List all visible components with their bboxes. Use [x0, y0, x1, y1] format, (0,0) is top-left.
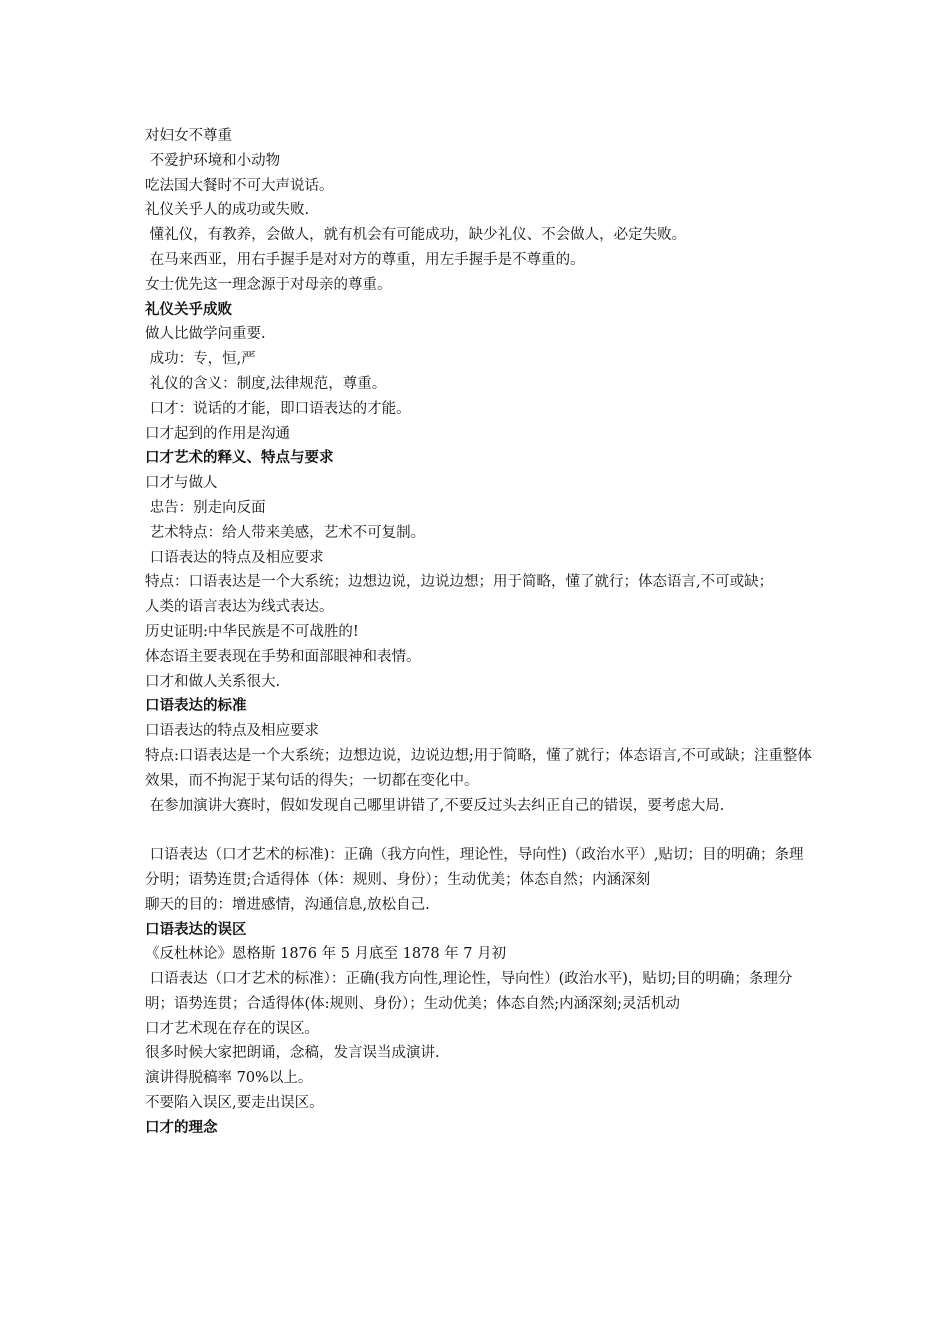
text-line: 做人比做学问重要. [145, 326, 266, 343]
text-line: 成功：专，恒,严 [145, 351, 256, 368]
section-heading: 礼仪关乎成败 [145, 301, 232, 318]
section-heading: 口才艺术的释义、特点与要求 [145, 450, 334, 467]
blank-line [145, 818, 813, 843]
text-line: 吃法国大餐时不可大声说话。 [145, 177, 334, 194]
text-line: 口才：说话的才能，即口语表达的才能。 [145, 400, 411, 417]
document-body [145, 124, 813, 1141]
text-line: 《反杜林论》恩格斯 1876 年 5 月底至 1878 年 7 月初 [145, 946, 507, 963]
text-line: 演讲得脱稿率 70%以上。 [145, 1070, 313, 1087]
text-line: 口才艺术现在存在的误区。 [145, 1020, 319, 1037]
text-line: 口才和做人关系很大. [145, 673, 281, 690]
text-line: 口语表达（口才艺术的标准）：正确(我方向性,理论性，导向性）(政治水平)，贴切;目的明确；条理分明；语势连贯；合适得体(体:规则、身份）；生动优美；体态自然;内涵深刻;灵活机动 [145, 971, 793, 1012]
section-heading: 口语表达的误区 [145, 921, 247, 938]
text-line: 特点：口语表达是一个大系统；边想边说，边说边想；用于简略，懂了就行；体态语言,不可或缺； [145, 574, 774, 591]
text-line: 聊天的目的：增进感情，沟通信息,放松自己. [145, 896, 430, 913]
text-line: 口才起到的作用是沟通 [145, 425, 290, 442]
text-line: 特点:口语表达是一个大系统；边想边说，边说边想;用于简略，懂了就行；体态语言,不可或缺；注重整体效果，而不拘泥于某句话的得失；一切都在变化中。 [145, 747, 812, 789]
text-line: 女士优先这一理念源于对母亲的尊重。 [145, 276, 392, 293]
text-line: 不要陷入误区,要走出误区。 [145, 1095, 324, 1112]
text-line: 在参加演讲大赛时，假如发现自己哪里讲错了,不要反过头去纠正自己的错误，要考虑大局. [145, 797, 725, 814]
text-line: 口语表达（口才艺术的标准)：正确（我方向性，理论性，导向性)（政治水平）,贴切；目的明确；条理分明；语势连贯;合适得体（体：规则、身份）；生动优美；体态自然；内涵深刻 [145, 847, 804, 888]
text-line: 忠告：别走向反面 [145, 499, 266, 516]
text-line: 懂礼仪，有教养，会做人，就有机会有可能成功，缺少礼仪、不会做人，必定失败。 [145, 227, 687, 244]
text-line: 历史证明:中华民族是不可战胜的! [145, 623, 359, 640]
text-line: 对妇女不尊重 [145, 128, 232, 144]
text-line: 口语表达的特点及相应要求 [145, 723, 319, 740]
text-line: 艺术特点：给人带来美感，艺术不可复制。 [145, 524, 426, 541]
section-heading: 口才的理念 [145, 1119, 218, 1136]
text-line: 口才与做人 [145, 475, 218, 492]
text-line: 不爱护环境和小动物 [145, 152, 281, 169]
text-line: 体态语主要表现在手势和面部眼神和表情。 [145, 648, 421, 665]
text-line: 礼仪关乎人的成功或失败. [145, 202, 310, 219]
text-line: 人类的语言表达为线式表达。 [145, 599, 334, 616]
section-heading: 口语表达的标准 [145, 698, 247, 715]
text-line: 口语表达的特点及相应要求 [145, 549, 324, 566]
text-line: 礼仪的含义：制度,法律规范，尊重。 [145, 375, 387, 392]
text-line: 在马来西亚，用右手握手是对对方的尊重，用左手握手是不尊重的。 [145, 251, 585, 268]
text-line: 很多时候大家把朗诵，念稿，发言误当成演讲. [145, 1045, 440, 1062]
